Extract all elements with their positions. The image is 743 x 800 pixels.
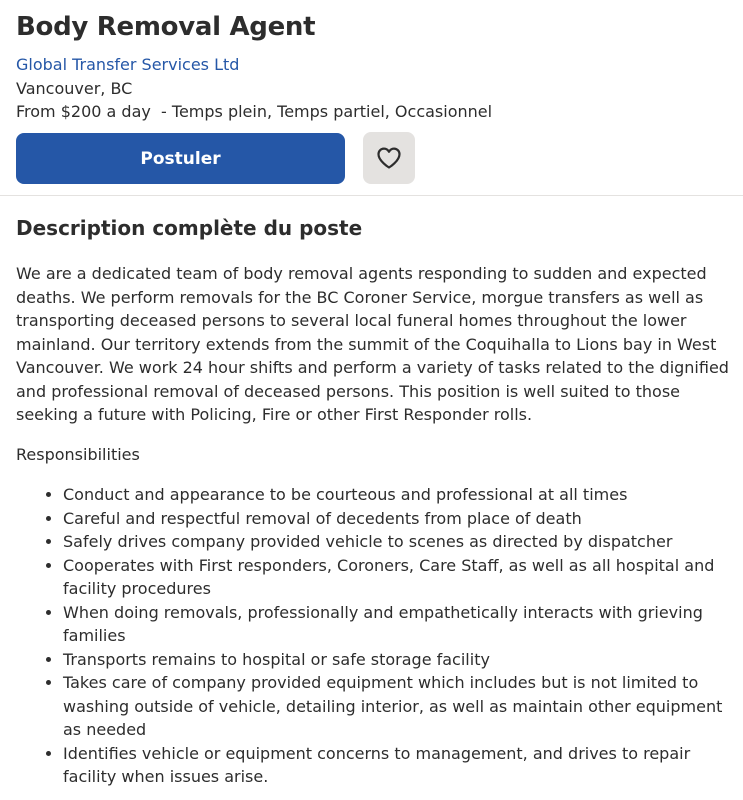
responsibilities-list [16, 483, 738, 789]
list-item: • Transports remains to hospital or safe storage facility [63, 648, 738, 672]
job-header [0, 0, 743, 196]
job-location: Vancouver, BC [16, 79, 133, 98]
list-item: • Careful and respectful removal of decedents from place of death [63, 507, 738, 531]
list-item: • Identifies vehicle or equipment concerns to management, and drives to repair facility when issues arise. [63, 742, 738, 789]
salary-and-job-type: From $200 a day - Temps plein, Temps partiel, Occasionnel [16, 102, 493, 121]
description-heading: Description complète du poste [16, 216, 363, 240]
job-description [16, 212, 738, 789]
list-item: • When doing removals, professionally and empathetically interacts with grieving families [63, 601, 738, 648]
save-job-button[interactable] [363, 132, 415, 184]
description-paragraph: We are a dedicated team of body removal agents responding to sudden and expected deaths. We perform removals for the BC Coroner Service, morgue transfers as well as transporting deceased persons to several local funeral homes throughout the lower mainland. Our territory extends from the summit of the Coquihalla to Lions bay in West Vancouver. We work 24 hour shifts and perform a variety of tasks related to the dignified and professional removal of deceased persons. This position is well suited to those seeking a future with Policing, Fire or other First Responder rolls. [16, 264, 729, 424]
job-title: Body Removal Agent [16, 12, 316, 42]
list-item: • Cooperates with First responders, Coroners, Care Staff, as well as all hospital and facility procedures [63, 554, 738, 601]
apply-button[interactable]: Postuler [16, 133, 345, 184]
responsibilities-label: Responsibilities [16, 444, 140, 464]
list-item: • Takes care of company provided equipment which includes but is not limited to washing outside of vehicle, detailing interior, as well as maintain other equipment as needed [63, 671, 738, 742]
list-item: • Conduct and appearance to be courteous and professional at all times [63, 483, 738, 507]
list-item: • Safely drives company provided vehicle to scenes as directed by dispatcher [63, 530, 738, 554]
heart-icon [376, 146, 402, 170]
company-link[interactable]: Global Transfer Services Ltd [16, 55, 240, 74]
